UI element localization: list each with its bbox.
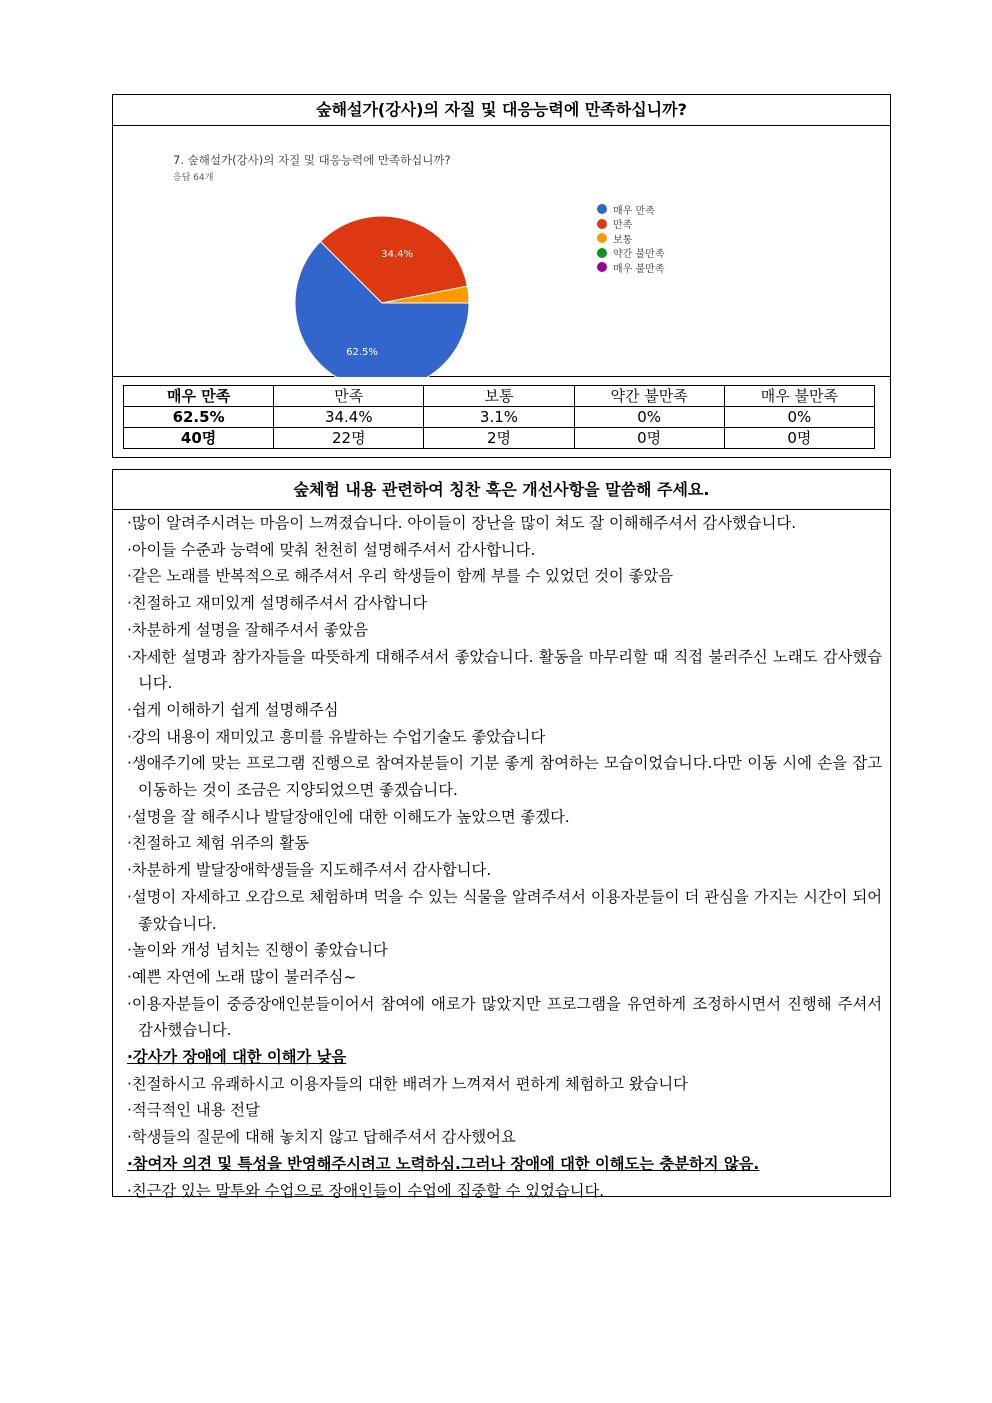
pie-slice-label: 62.5% [346,347,378,359]
comment-item: ·강사가 장애에 대한 이해가 낮음 [127,1048,347,1067]
comment-item: ·설명을 잘 해주시나 발달장애인에 대한 이해도가 높았으면 좋겠다. [127,807,570,826]
legend-item [597,260,664,275]
table-percent-row [124,407,875,428]
section-title: 숲체험 내용 관련하여 칭찬 혹은 개선사항을 말씀해 주세요. [113,470,890,510]
comment-item: ·설명이 자세하고 오감으로 체험하며 먹을 수 있는 식물을 알려주셔서 이용자분들이 더 관심을 가지는 시간이 되어 좋았습니다. [127,887,882,933]
table-cell: 보통 [424,386,574,407]
table-cell: 2명 [424,428,574,449]
satisfaction-section [112,94,891,458]
comment-item: ·아이들 수준과 능력에 맞춰 천천히 설명해주셔서 감사합니다. [127,540,536,559]
comment-item: ·예쁜 자연에 노래 많이 불러주심~ [127,967,357,986]
table-cell: 62.5% [124,407,274,428]
comment-item: ·친절하고 체험 위주의 활동 [127,834,309,853]
legend-label: 약간 불만족 [613,249,665,261]
legend-dot-icon [597,262,607,272]
chart-title: 7. 숲해설가(강사)의 자질 및 대응능력에 만족하십니까? [173,153,451,167]
table-cell: 매우 만족 [124,386,274,407]
comment-item: ·차분하게 발달장애학생들을 지도해주셔서 감사합니다. [127,861,492,880]
legend-label: 보통 [613,234,633,246]
comment-item: ·친절하고 재미있게 설명해주셔서 감사합니다 [127,594,428,613]
table-cell: 0명 [574,428,724,449]
legend-dot-icon [597,219,607,229]
legend-item [597,202,664,217]
comment-item: ·친절하시고 유쾌하시고 이용자들의 대한 배려가 느껴져서 편하게 체험하고 왔습니다 [127,1074,688,1093]
legend-item [597,231,664,246]
pie-svg [113,126,892,377]
stats-table [123,385,875,449]
feedback-section [112,469,891,1200]
legend-item [597,246,664,261]
comment-item: ·이용자분들이 중증장애인분들이어서 참여에 애로가 많았지만 프로그램을 유연하게 조정하시면서 진행해 주셔서 감사했습니다. [127,994,882,1040]
legend-dot-icon [597,248,607,258]
comment-item: ·적극적인 내용 전달 [127,1101,260,1120]
pie-slice-label: 34.4% [381,249,414,261]
legend-dot-icon [597,233,607,243]
comment-item: ·같은 노래를 반복적으로 해주셔서 우리 학생들이 함께 부를 수 있었던 것이 좋았음 [127,567,673,586]
table-cell: 22명 [274,428,424,449]
table-cell: 0명 [724,428,874,449]
table-cell: 약간 불만족 [574,386,724,407]
comment-item: ·친근감 있는 말투와 수업으로 장애인들이 수업에 집중할 수 있었습니다. [127,1181,605,1200]
legend-item [597,217,664,232]
pie-chart [113,126,890,377]
table-cell: 34.4% [274,407,424,428]
table-cell: 만족 [274,386,424,407]
table-cell: 매우 불만족 [724,386,874,407]
table-header-row [124,386,875,407]
legend-label: 만족 [613,220,633,232]
comment-item: ·많이 알려주시려는 마음이 느껴졌습니다. 아이들이 장난을 많이 쳐도 잘 이해해주셔서 감사했습니다. [127,514,797,532]
section-title: 숲해설가(강사)의 자질 및 대응능력에 만족하십니까? [113,95,890,126]
comment-item: ·놀이와 개성 넘치는 진행이 좋았습니다 [127,941,388,960]
chart-subtitle: 응답 64개 [173,173,214,183]
legend-dot-icon [597,204,607,214]
chart-legend [597,202,664,275]
table-cell: 0% [574,407,724,428]
comment-item: ·참여자 의견 및 특성을 반영해주시려고 노력하심.그러나 장애에 대한 이해도는 충분하지 않음. [127,1154,760,1173]
table-cell: 40명 [124,428,274,449]
comment-item: ·강의 내용이 재미있고 흥미를 유발하는 수업기술도 좋았습니다 [127,727,546,746]
table-cell: 3.1% [424,407,574,428]
comment-item: ·생애주기에 맞는 프로그램 진행으로 참여자분들이 기분 좋게 참여하는 모습이었습니다.다만 이동 시에 손을 잡고 이동하는 것이 조금은 지양되었으면 좋겠습니다. [127,754,882,800]
comment-item: ·차분하게 설명을 잘해주셔서 좋았음 [127,620,369,639]
legend-label: 매우 만족 [613,205,655,217]
comment-list [113,510,890,1204]
comment-item: ·학생들의 질문에 대해 놓치지 않고 답해주셔서 감사했어요 [127,1128,516,1147]
legend-label: 매우 불만족 [613,263,665,275]
comment-item: ·쉽게 이해하기 쉽게 설명해주심 [127,700,339,719]
comment-item: ·자세한 설명과 참가자들을 따뜻하게 대해주셔서 좋았습니다. 활동을 마무리할 때 직접 불러주신 노래도 감사했습니다. [127,647,882,693]
table-cell: 0% [724,407,874,428]
table-count-row [124,428,875,449]
